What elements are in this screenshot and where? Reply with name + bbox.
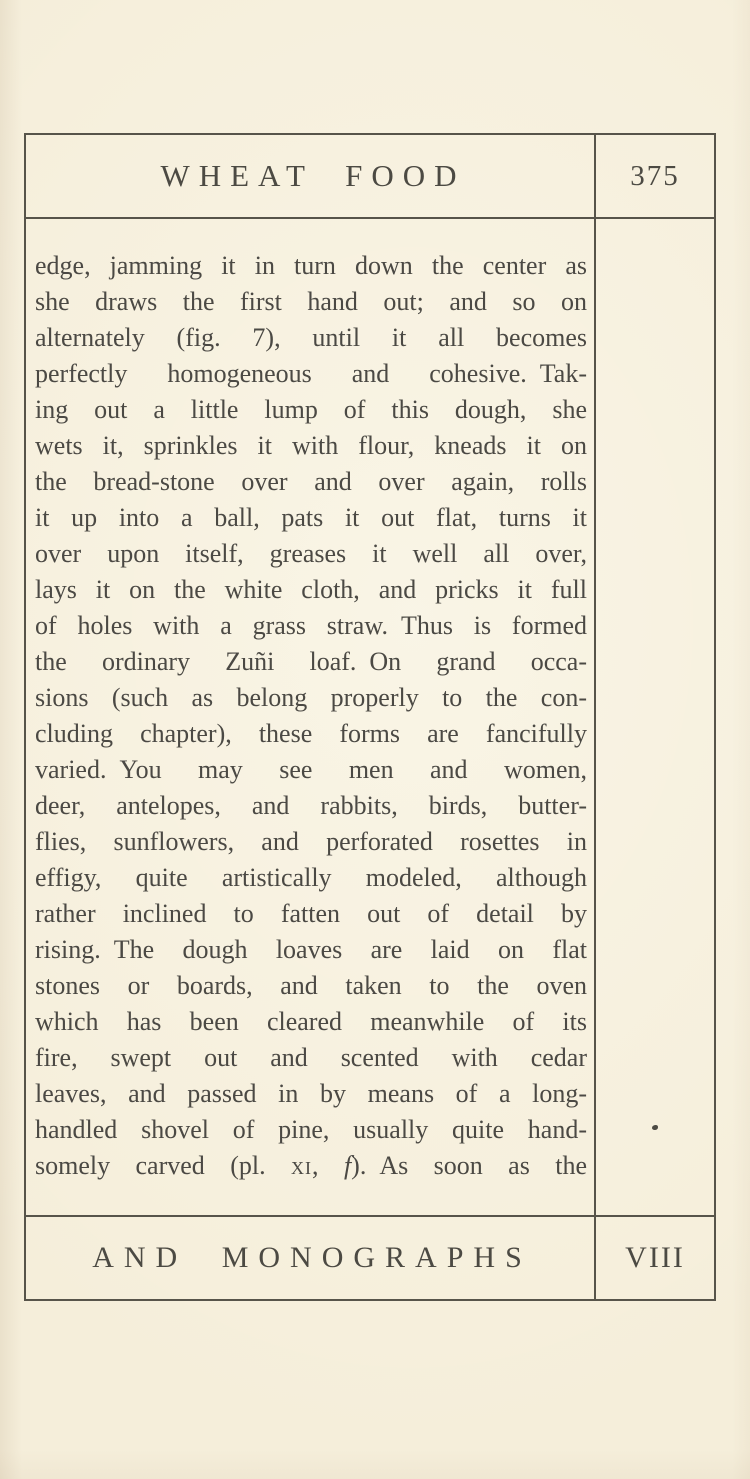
text-line: fire, swept out and scented with cedar [35,1043,587,1072]
running-footer [26,1215,714,1299]
text-line: sions (such as belong properly to the con- [35,683,587,712]
text-line: flies, sunflowers, and perforated rosettes in [35,827,587,856]
text-line-plate-reference [35,1148,587,1184]
text-line: of holes with a grass straw. Thus is formed [35,611,587,640]
text-line: rather inclined to fatten out of detail by [35,899,587,928]
figure-letter: f [343,1151,352,1180]
text-line: edge, jamming it in turn down the center as [35,251,587,280]
running-header [26,135,714,219]
volume-number: VIII [594,1217,714,1299]
plate-number: xi [291,1151,313,1180]
text-line: perfectly homogeneous and cohesive. Tak- [35,359,587,388]
text-line: leaves, and passed in by means of a long- [35,1079,587,1108]
text-line: lays it on the white cloth, and pricks it full [35,575,587,604]
text-line: over upon itself, greases it well all over, [35,539,587,568]
text-line: deer, antelopes, and rabbits, birds, butter- [35,791,587,820]
page-number: 375 [594,135,714,217]
page-title: WHEAT FOOD [160,158,466,193]
series-title: AND MONOGRAPHS [92,1241,532,1274]
plate-ref-pre: somely carved (pl. [35,1151,292,1180]
plate-ref-separator: , [312,1151,344,1180]
text-line: alternately (fig. 7), until it all becomes [35,323,587,352]
margin-column [594,219,714,1215]
text-line: the bread-stone over and over again, rolls [35,467,587,496]
page-frame [24,133,716,1301]
plate-ref-post: ). As soon as the [351,1151,587,1180]
text-line: cluding chapter), these forms are fancifully [35,719,587,748]
text-line: which has been cleared meanwhile of its [35,1007,587,1036]
text-line: wets it, sprinkles it with flour, kneads it on [35,431,587,460]
text-line: varied. You may see men and women, [35,755,587,784]
text-line: rising. The dough loaves are laid on flat [35,935,587,964]
text-line: effigy, quite artistically modeled, although [35,863,587,892]
body-text [26,219,594,1215]
text-line: stones or boards, and taken to the oven [35,971,587,1000]
page-body [26,219,714,1215]
text-line: it up into a ball, pats it out flat, turns it [35,503,587,532]
text-line: handled shovel of pine, usually quite hand- [35,1115,587,1144]
text-line: ing out a little lump of this dough, she [35,395,587,424]
text-line: she draws the first hand out; and so on [35,287,587,316]
text-line: the ordinary Zuñi loaf. On grand occa- [35,647,587,676]
